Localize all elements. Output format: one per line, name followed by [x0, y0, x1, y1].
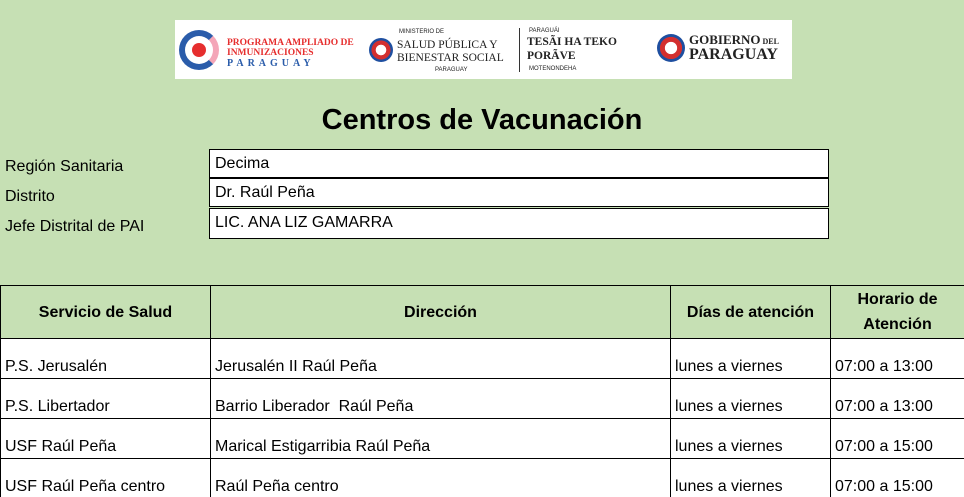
cell-direccion: Marical Estigarribia Raúl Peña: [211, 419, 671, 459]
ministerio-line2: BIENESTAR SOCIAL: [397, 52, 504, 64]
pai-country: PARAGUAY: [227, 58, 315, 69]
cell-dias: lunes a viernes: [671, 379, 831, 419]
distrito-value: Dr. Raúl Peña: [209, 178, 829, 207]
tesai-small: PARAGUÁI: [529, 28, 560, 34]
table-row: [1, 419, 964, 459]
gobierno-logo: [653, 20, 792, 79]
pai-line1: PROGRAMA AMPLIADO DE: [227, 38, 354, 48]
cell-direccion: Jerusalén II Raúl Peña: [211, 339, 671, 379]
header-direccion: Dirección: [211, 286, 671, 339]
cell-servicio: USF Raúl Peña: [1, 419, 211, 459]
ministerio-seal-icon: [369, 38, 393, 62]
logo-banner: [175, 20, 792, 79]
gobierno-seal-icon: [657, 34, 685, 62]
region-value: Decima: [209, 149, 829, 178]
vaccination-table: [0, 285, 964, 497]
cell-servicio: P.S. Jerusalén: [1, 339, 211, 379]
distrito-label: Distrito: [5, 188, 55, 205]
tesai-line1: TESÃI HA TEKO: [527, 36, 617, 48]
cell-horario: 07:00 a 15:00: [831, 459, 964, 497]
cell-horario: 07:00 a 13:00: [831, 339, 964, 379]
table-row: [1, 339, 964, 379]
jefe-label: Jefe Distrital de PAI: [5, 218, 145, 235]
gobierno-line2: PARAGUAY: [689, 46, 778, 63]
cell-servicio: P.S. Libertador: [1, 379, 211, 419]
ministerio-logo: [365, 20, 515, 79]
cell-dias: lunes a viernes: [671, 419, 831, 459]
table-row: [1, 459, 964, 497]
cell-dias: lunes a viernes: [671, 459, 831, 497]
header-dias: Días de atención: [671, 286, 831, 339]
cell-dias: lunes a viernes: [671, 339, 831, 379]
ministerio-sub: PARAGUAY: [435, 67, 468, 73]
pai-dot-icon: [192, 43, 206, 57]
gobierno-word: GOBIERNO: [689, 32, 761, 47]
ministerio-line1: SALUD PÚBLICA Y: [397, 39, 498, 51]
pai-logo: [175, 20, 354, 79]
header-servicio: Servicio de Salud: [1, 286, 211, 339]
cell-servicio: USF Raúl Peña centro: [1, 459, 211, 497]
vaccination-table-wrap: [0, 285, 964, 497]
pai-line2: INMUNIZACIONES: [227, 48, 314, 58]
cell-direccion: Raúl Peña centro: [211, 459, 671, 497]
gobierno-del: DEL: [762, 37, 779, 46]
header-horario: Horario de Atención: [831, 286, 964, 339]
cell-horario: 07:00 a 15:00: [831, 419, 964, 459]
cell-horario: 07:00 a 13:00: [831, 379, 964, 419]
page-title: Centros de Vacunación: [321, 104, 643, 136]
pai-name: [227, 38, 354, 58]
tesai-sub: MOTENONDEHA: [529, 66, 577, 72]
tesai-logo: [527, 20, 642, 79]
cell-direccion: Barrio Liberador Raúl Peña: [211, 379, 671, 419]
table-row: [1, 379, 964, 419]
logo-divider: [519, 28, 520, 72]
jefe-value: LIC. ANA LIZ GAMARRA: [209, 208, 829, 239]
region-label: Región Sanitaria: [5, 158, 124, 175]
ministerio-small: MINISTERIO DE: [399, 29, 445, 35]
tesai-line2: PORÃVE: [527, 50, 576, 62]
table-header-row: [1, 286, 964, 339]
